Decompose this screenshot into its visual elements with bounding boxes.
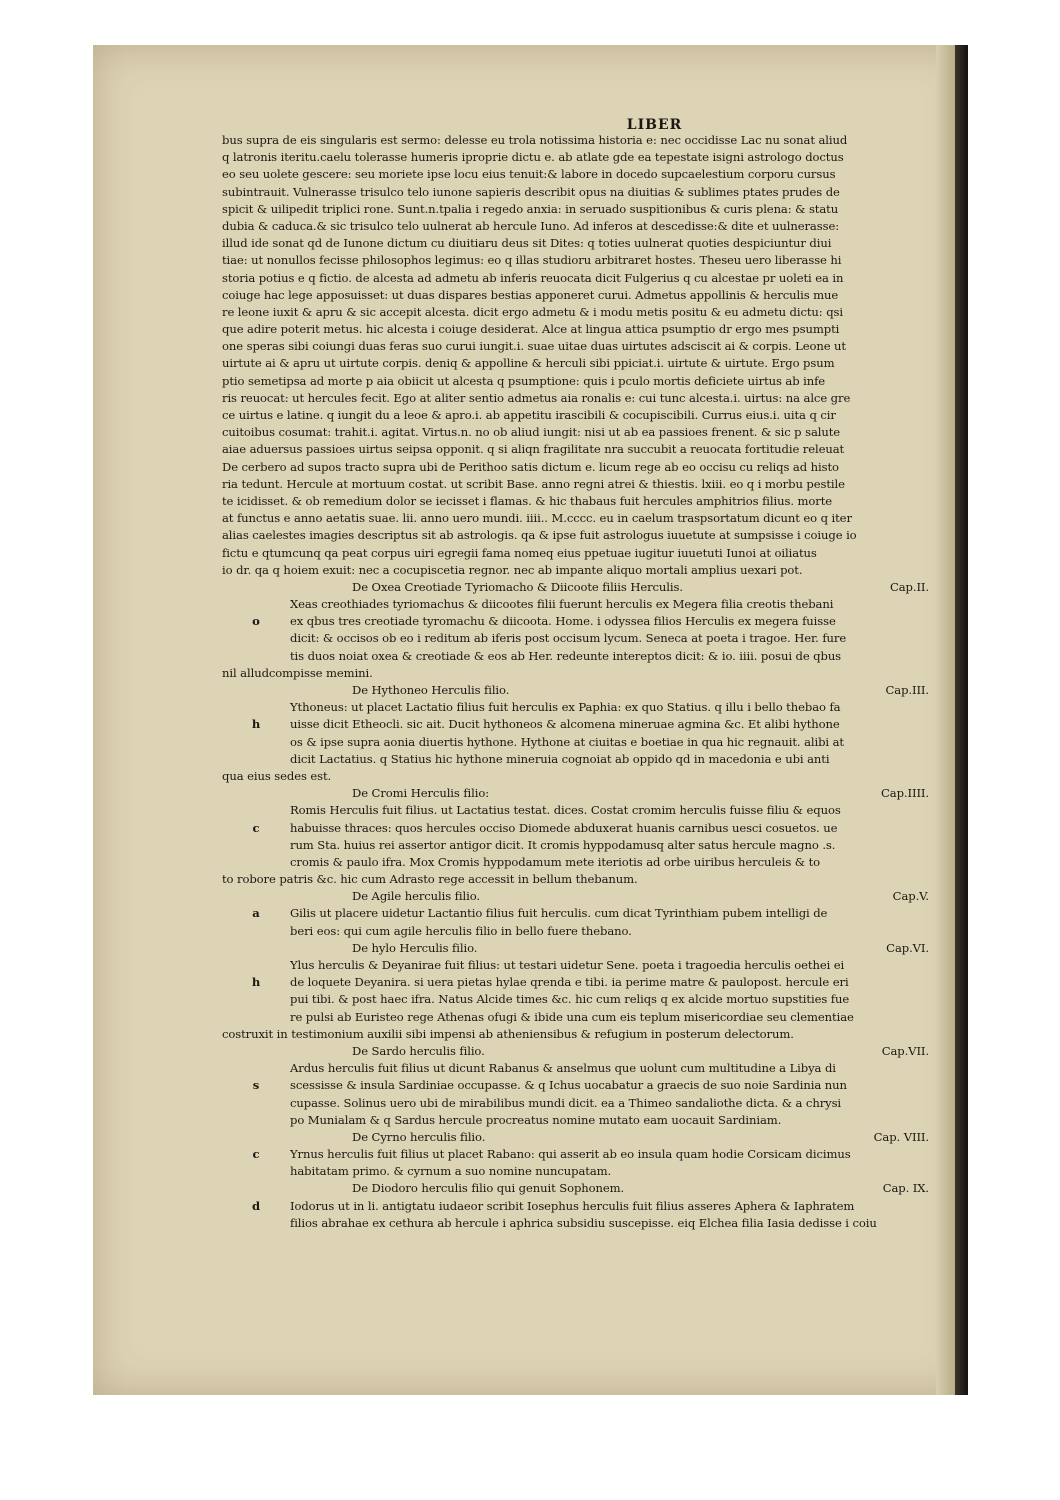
chapter-number: Cap.IIII. bbox=[881, 786, 929, 801]
text-line: aiae aduersus passioes uirtus seipsa opponit. q si aliqn fragilitate nra succubit a reuocata fortitudie releuat bbox=[222, 442, 845, 457]
line-text: Iodorus ut in li. antigtatu iudaeor scribit Iosephus herculis fuit filius asseres Aphera & Iaphratem bbox=[290, 1198, 855, 1213]
text-line bbox=[222, 648, 937, 665]
chapter-heading bbox=[222, 682, 937, 699]
chapter-title: De Agile herculis filio. bbox=[352, 889, 480, 904]
text-line: De cerbero ad supos tracto supra ubi de Perithoo satis dictum e. licum rege ab eo occisu cu reliqs ad histo bbox=[222, 459, 839, 474]
text-line: cuitoibus cosumat: trahit.i. agitat. Virtus.n. no ob aliud iungit: nisi ut ab ea passioes frenent. & sic p salute bbox=[222, 425, 841, 440]
text-line: io dr. qa q hoiem exuit: nec a cocupiscetia regnor. nec ab impante aliquo mortali amplius uexari pot. bbox=[222, 562, 803, 577]
line-text: beri eos: qui cum agile herculis filio in bello fuere thebano. bbox=[290, 923, 632, 938]
text-line bbox=[222, 820, 937, 837]
text-line bbox=[222, 613, 937, 630]
running-head: LIBER bbox=[626, 117, 683, 133]
chapter-number: Cap.VII. bbox=[881, 1043, 929, 1058]
line-text: uisse dicit Etheocli. sic ait. Ducit hythoneos & alcomena mineruae agmina &c. Et alibi hythone bbox=[290, 717, 840, 732]
page-edge bbox=[936, 45, 955, 1395]
text-line: que adire poterit metus. hic alcesta i coiuge desiderat. Alce at lingua attica psumptio dr ergo mes psumpti bbox=[222, 322, 840, 337]
text-line: ptio semetipsa ad morte p aia obiicit ut alcesta q psumptione: quis i pculo mortis deficiete uirtus ab infe bbox=[222, 373, 826, 388]
text-line bbox=[222, 1060, 937, 1077]
section-tail-line: costruxit in testimonium auxilii sibi impensi ab atheniensibus & refugium in posterum delectorum. bbox=[222, 1026, 794, 1041]
margin-letter: o bbox=[252, 614, 260, 629]
text-line bbox=[222, 1009, 937, 1026]
line-text: Ardus herculis fuit filius ut dicunt Rabanus & anselmus que uolunt cum multitudine a Libya di bbox=[290, 1061, 836, 1076]
text-line bbox=[222, 716, 937, 733]
line-text: re pulsi ab Euristeo rege Athenas ofugi & ibide una cum eis teplum misericordiae seu clementiae bbox=[290, 1009, 854, 1024]
margin-letter: h bbox=[251, 717, 261, 732]
text-line bbox=[222, 905, 937, 922]
line-text: ex qbus tres creotiade tyromachu & diicoota. Home. i odyssea filios Herculis ex megera fuisse bbox=[290, 614, 836, 629]
line-text: os & ipse supra aonia diuertis hythone. Hythone at ciuitas e boetiae in qua hic regnauit. alibi at bbox=[290, 734, 844, 749]
text-line: spicit & uilipedit triplici rone. Sunt.n.tpalia i regedo anxia: in seruado suspitionibus & curis plena: & statu bbox=[222, 201, 839, 216]
line-text: de loquete Deyanira. si uera pietas hylae qrenda e tibi. ia perime matre & paulopost. hercule eri bbox=[290, 975, 849, 990]
text-line bbox=[222, 751, 937, 768]
text-line: at functus e anno aetatis suae. lii. anno uero mundi. iiii.. M.cccc. eu in caelum traspsortatum dicunt eo q iter bbox=[222, 511, 852, 526]
chapter-sections bbox=[222, 579, 937, 1232]
text-line bbox=[222, 596, 937, 613]
text-line: eo seu uolete gescere: seu moriete ipse locu eius tenuit:& labore in docedo supcaelestium corporu cursus bbox=[222, 167, 836, 182]
text-line bbox=[222, 854, 937, 871]
margin-letter: c bbox=[252, 1147, 260, 1162]
text-line: dubia & caduca.& sic trisulco telo uulnerat ab hercule Iuno. Ad inferos at descedisse:& dite et uulnerasse: bbox=[222, 218, 840, 233]
text-line bbox=[222, 802, 937, 819]
text-line: subintrauit. Vulnerasse trisulco telo iunone sapieris describit opus na diuitias & sublimes ptates prudes de bbox=[222, 184, 840, 199]
chapter-number: Cap.II. bbox=[889, 579, 929, 594]
chapter-number: Cap.III. bbox=[885, 683, 929, 697]
text-line bbox=[222, 1077, 937, 1094]
line-text: dicit Lactatius. q Statius hic hythone mineruia cognoiat ab oppido qd in macedonia e ubi anti bbox=[290, 751, 830, 766]
text-line bbox=[222, 1146, 937, 1163]
chapter-title: De Oxea Creotiade Tyriomacho & Diicoote filiis Herculis. bbox=[352, 579, 683, 594]
chapter-heading bbox=[222, 940, 937, 957]
text-line: alias caelestes imagies descriptus sit ab astrologis. qa & ipse fuit astrologus iuuetute at sumpsisse i coiuge io bbox=[222, 528, 857, 543]
line-text: Xeas creothiades tyriomachus & diicootes filii fuerunt herculis ex Megera filia creotis thebani bbox=[290, 597, 834, 612]
text-line: tiae: ut nonullos fecisse philosophos legimus: eo q illas studioru arbitraret hostes. Theseu uero liberasse hi bbox=[222, 253, 842, 268]
text-line bbox=[222, 837, 937, 854]
chapter-title: De Sardo herculis filio. bbox=[352, 1043, 485, 1058]
text-line: ce uirtus e latine. q iungit du a leoe & apro.i. ab appetitu irascibili & cocupiscibili. Currus eius.i. uita q cir bbox=[222, 408, 836, 422]
line-text: rum Sta. huius rei assertor antigor dicit. It cromis hyppodamusq alter satus hercule magno .s. bbox=[290, 837, 836, 852]
text-line bbox=[222, 1095, 937, 1112]
line-text: Yrnus herculis fuit filius ut placet Rabano: qui asserit ab eo insula quam hodie Corsicam dicimus bbox=[290, 1147, 851, 1162]
text-line: coiuge hac lege apposuisset: ut duas dispares bestias apponeret curui. Admetus appollinis & herculis mue bbox=[222, 287, 839, 302]
text-line bbox=[222, 1198, 937, 1215]
section-tail-line: nil alludcompisse memini. bbox=[222, 665, 373, 680]
text-line: storia potius e q fictio. de alcesta ad admetu ab inferis reuocata dicit Fulgerius q cu alcestae pr uoleti ea in bbox=[222, 270, 844, 285]
line-text: habitatam primo. & cyrnum a suo nomine nuncupatam. bbox=[290, 1164, 612, 1179]
margin-letter: s bbox=[252, 1078, 260, 1093]
text-line: ris reuocat: ut hercules fecit. Ego at aliter sentio admetus aia ronalis e: cui tunc alcesta.i. uirtus: na alce gre bbox=[222, 390, 851, 405]
line-text: cromis & paulo ifra. Mox Cromis hyppodamum mete iteriotis ad orbe uiribus herculeis & to bbox=[290, 854, 821, 869]
text-line bbox=[222, 974, 937, 991]
chapter-title: De hylo Herculis filio. bbox=[352, 940, 478, 955]
text-line bbox=[222, 957, 937, 974]
text-line bbox=[222, 923, 937, 940]
text-line: illud ide sonat qd de Iunone dictum cu diuitiaru deus sit Dites: q toties uulnerat quoties despiciuntur diui bbox=[222, 236, 832, 251]
printed-page bbox=[222, 118, 937, 1232]
chapter-heading bbox=[222, 888, 937, 905]
text-line: bus supra de eis singularis est sermo: delesse eu trola notissima historia e: nec occidisse Lac nu sonat aliud bbox=[222, 133, 848, 147]
line-text: po Munialam & q Sardus hercule procreatus nomine mutato eam uocauit Sardiniam. bbox=[290, 1112, 782, 1127]
section-tail-line: qua eius sedes est. bbox=[222, 768, 332, 783]
text-line: q latronis iteritu.caelu tolerasse humeris iproprie dictu e. ab atlate gde ea tepestate isigni astrologo doctus bbox=[222, 150, 844, 165]
text-line: fictu e qtumcunq qa peat corpus uiri egregii fama nomeq eius ppetuae iugitur iuuetuti Iunoi at oiliatus bbox=[222, 545, 817, 560]
margin-letter: c bbox=[252, 820, 260, 835]
line-text: Ylus herculis & Deyanirae fuit filius: ut testari uidetur Sene. poeta i tragoedia herculis oethei ei bbox=[290, 958, 845, 972]
chapter-heading bbox=[222, 579, 937, 596]
line-text: filios abrahae ex cethura ab hercule i aphrica subsidiu suscepisse. eiq Elchea filia Iasia dedisse i coiu bbox=[290, 1215, 877, 1230]
line-text: pui tibi. & post haec ifra. Natus Alcide times &c. hic cum reliqs q ex alcide mortuo supstities fue bbox=[290, 992, 850, 1007]
chapter-number: Cap. VIII. bbox=[873, 1129, 929, 1144]
text-line: one speras sibi coiungi duas feras suo curui iungit.i. suae uitae duas uirtutes adsciscit ai & corpis. Leone ut bbox=[222, 339, 846, 354]
section-tail-line: to robore patris &c. hic cum Adrasto rege accessit in bellum thebanum. bbox=[222, 872, 638, 887]
margin-letter: h bbox=[251, 975, 261, 990]
book-spine bbox=[955, 45, 968, 1395]
text-line: te icidisset. & ob remedium dolor se iecisset i flamas. & hic thabaus fuit hercules amphitrios filius. morte bbox=[222, 493, 833, 508]
chapter-title: De Hythoneo Herculis filio. bbox=[352, 683, 510, 697]
text-line bbox=[222, 1215, 937, 1232]
text-line bbox=[222, 1112, 937, 1129]
text-line: ria tedunt. Hercule at mortuum costat. ut scribit Base. anno regni atrei & thiestis. lxiii. eo q i morbu pestile bbox=[222, 476, 845, 491]
chapter-title: De Cyrno herculis filio. bbox=[352, 1129, 486, 1144]
opening-text-block bbox=[222, 132, 937, 579]
chapter-number: Cap.V. bbox=[892, 889, 929, 904]
text-line bbox=[222, 1163, 937, 1180]
line-text: Gilis ut placere uidetur Lactantio filius fuit herculis. cum dicat Tyrinthiam pubem intelligi de bbox=[290, 906, 828, 921]
line-text: cupasse. Solinus uero ubi de mirabilibus mundi dicit. ea a Thimeo sandaliothe dicta. & a chrysi bbox=[290, 1095, 842, 1110]
line-text: tis duos noiat oxea & creotiade & eos ab Her. redeunte intereptos dicit: & io. iiii. posui de qbus bbox=[290, 648, 842, 663]
chapter-title: De Diodoro herculis filio qui genuit Sophonem. bbox=[352, 1181, 625, 1196]
text-line bbox=[222, 699, 937, 716]
line-text: Romis Herculis fuit filius. ut Lactatius testat. dices. Costat cromim herculis fuisse filiu & equos bbox=[290, 803, 841, 818]
text-line bbox=[222, 630, 937, 647]
line-text: dicit: & occisos ob eo i reditum ab iferis post occisum lycum. Seneca at poeta i tragoe. Her. fure bbox=[290, 631, 847, 646]
chapter-heading bbox=[222, 785, 937, 802]
line-text: scessisse & insula Sardiniae occupasse. & q Ichus uocabatur a graecis de suo noie Sardinia nun bbox=[290, 1078, 847, 1093]
line-text: Ythoneus: ut placet Lactatio filius fuit herculis ex Paphia: ex quo Statius. q illu i bello thebao fa bbox=[290, 700, 841, 715]
chapter-title: De Cromi Herculis filio: bbox=[352, 786, 490, 801]
text-line bbox=[222, 991, 937, 1008]
chapter-heading bbox=[222, 1180, 937, 1197]
chapter-heading bbox=[222, 1043, 937, 1060]
margin-letter: d bbox=[251, 1198, 260, 1213]
text-line: uirtute ai & apru ut uirtute corpis. deniq & appolline & herculi sibi ppiciat.i. uirtute & uirtute. Ergo psum bbox=[222, 356, 835, 371]
text-line: re leone iuxit & apru & sic accepit alcesta. dicit ergo admetu & i modu metis positu & eu admetu dictu: qsi bbox=[222, 304, 843, 319]
chapter-number: Cap. IX. bbox=[882, 1181, 929, 1196]
margin-letter: a bbox=[252, 906, 260, 921]
chapter-heading bbox=[222, 1129, 937, 1146]
line-text: habuisse thraces: quos hercules occiso Diomede abduxerat huanis carnibus uesci cosuetos. ue bbox=[290, 820, 838, 835]
text-line bbox=[222, 734, 937, 751]
chapter-number: Cap.VI. bbox=[886, 940, 929, 955]
